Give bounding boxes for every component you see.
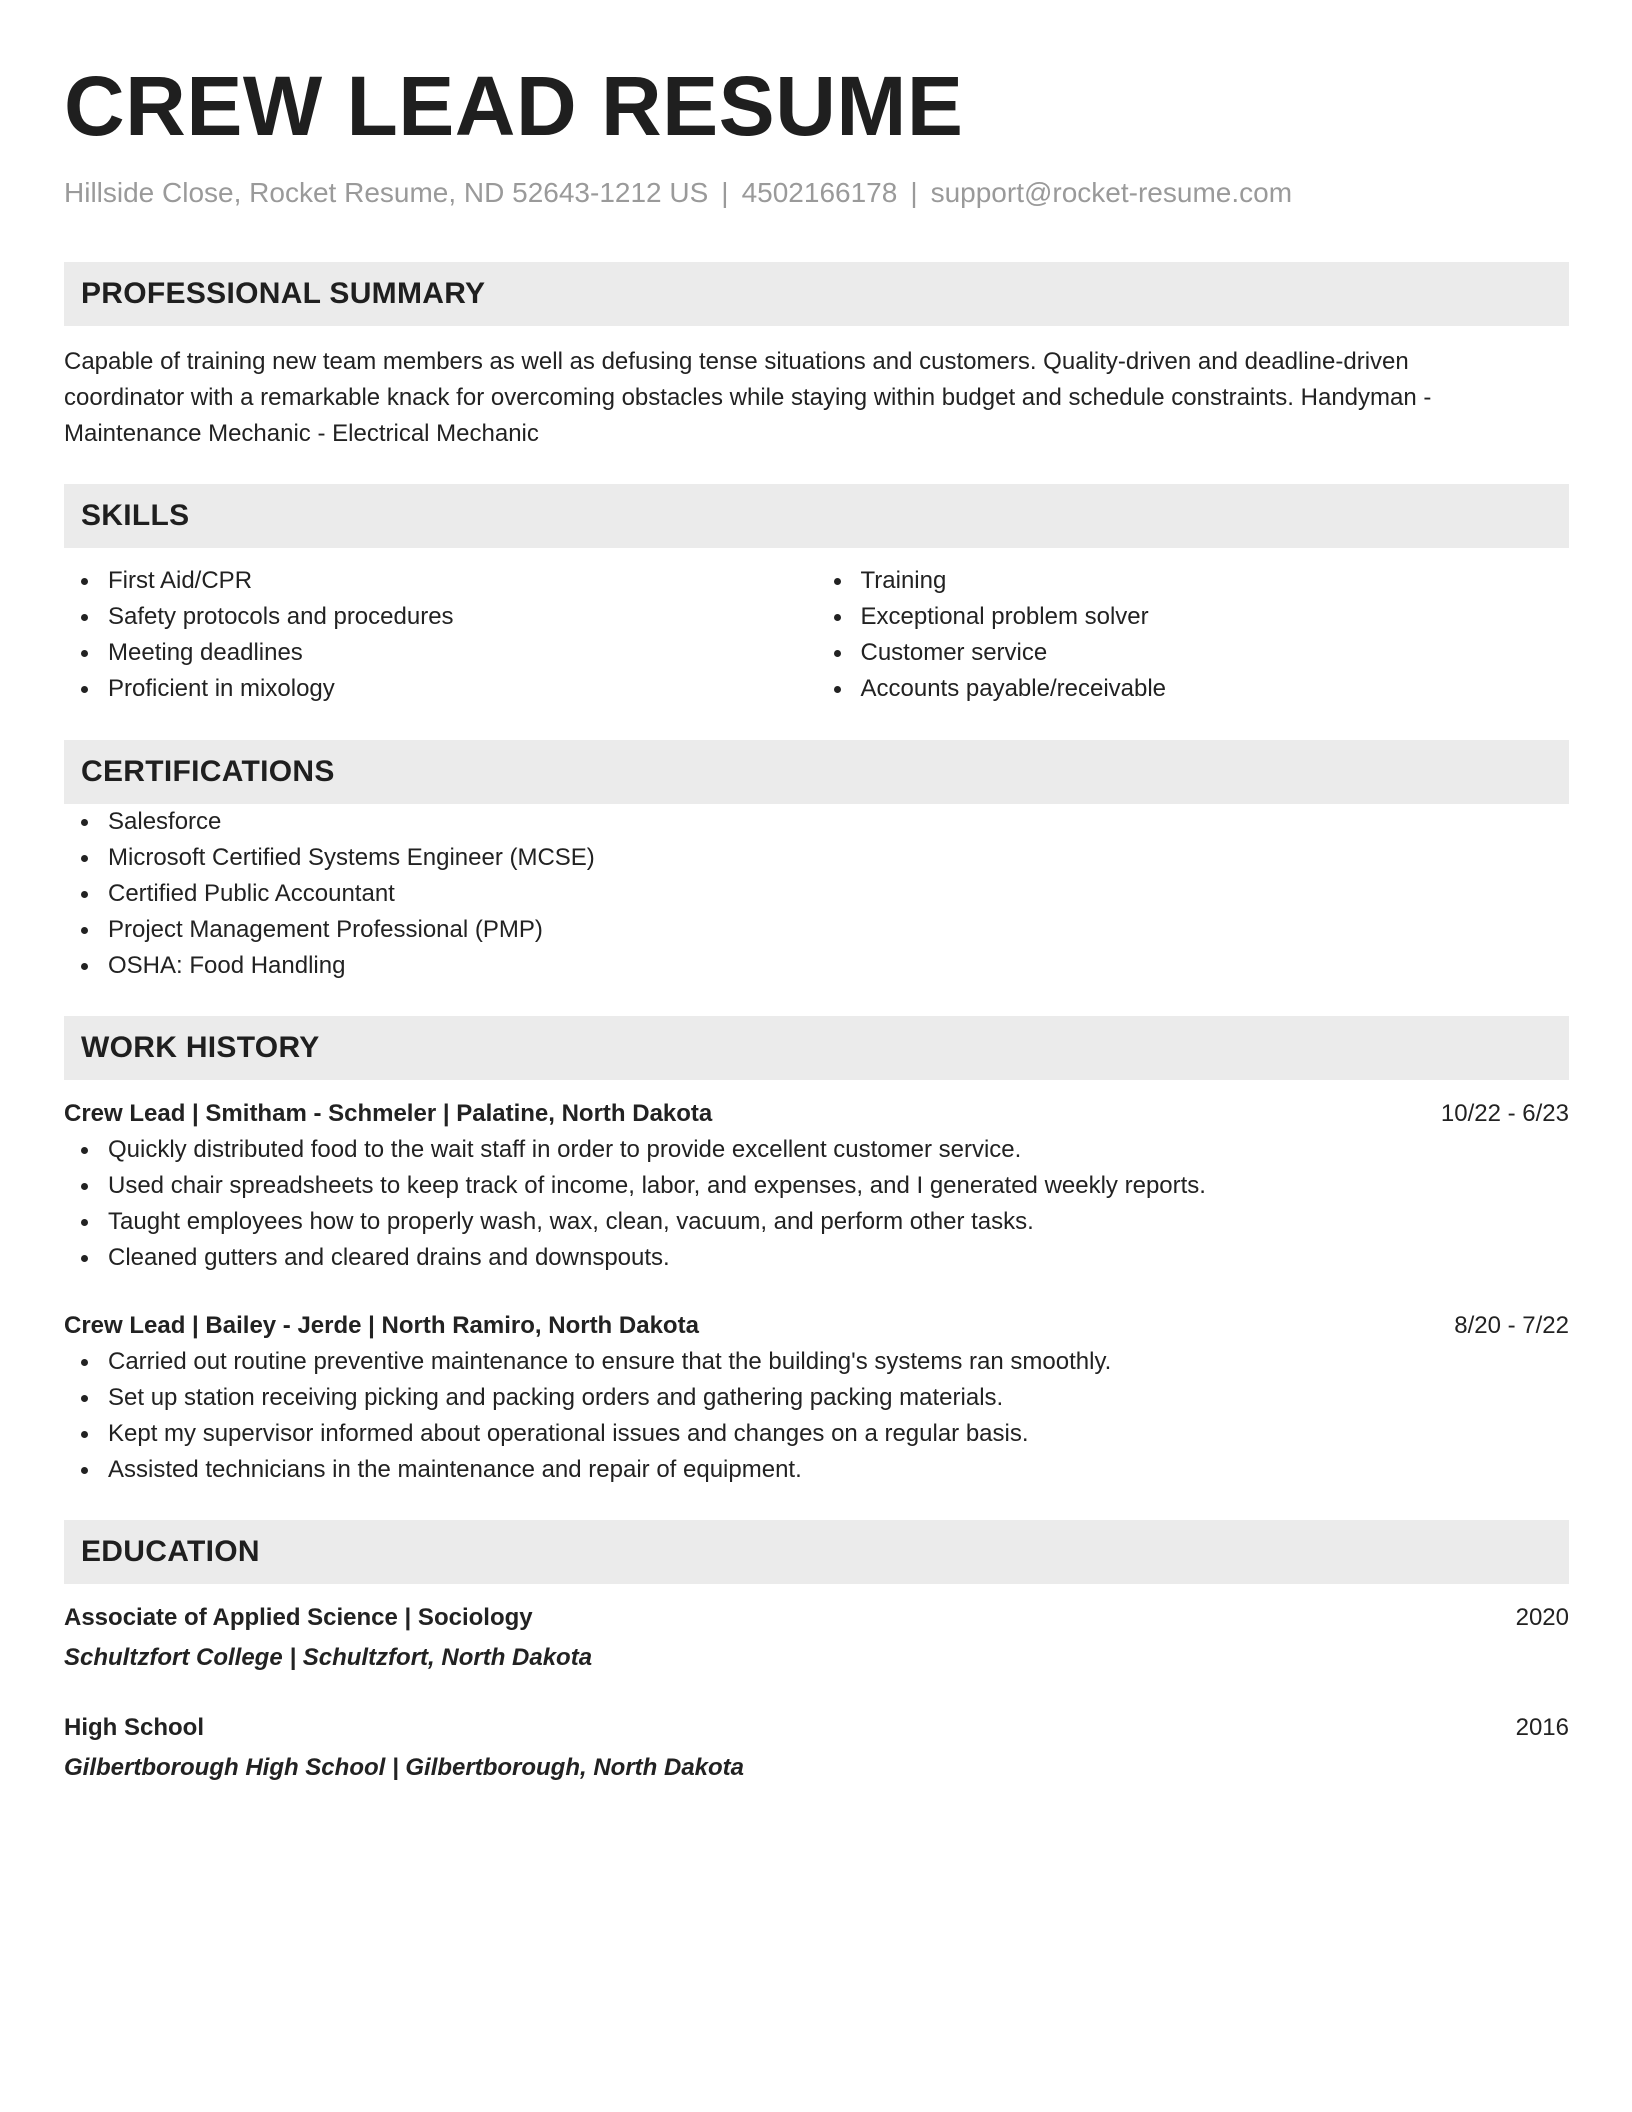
section-heading-education: EDUCATION (64, 1520, 1569, 1584)
skill-item: Safety protocols and procedures (64, 599, 817, 635)
job-header (64, 1308, 1569, 1344)
certification-item: Microsoft Certified Systems Engineer (MCSE) (64, 840, 1569, 876)
skill-item: Customer service (817, 635, 1570, 671)
job-header (64, 1096, 1569, 1132)
education-year: 2020 (1515, 1604, 1569, 1631)
job-duty-item: Kept my supervisor informed about operational issues and changes on a regular basis. (64, 1416, 1569, 1452)
contact-address: Hillside Close, Rocket Resume, ND 52643-1212 US (64, 177, 709, 208)
skill-item: Proficient in mixology (64, 671, 817, 707)
certification-item: Certified Public Accountant (64, 876, 1569, 912)
education-year: 2016 (1515, 1714, 1569, 1741)
job-title: Crew Lead | Bailey - Jerde | North Ramiro, North Dakota (64, 1312, 699, 1339)
contact-email: support@rocket-resume.com (930, 177, 1293, 208)
job-duty-item: Used chair spreadsheets to keep track of income, labor, and expenses, and I generated weekly reports. (64, 1168, 1569, 1204)
job-duty-item: Cleaned gutters and cleared drains and downspouts. (64, 1240, 1569, 1276)
education-school: Gilbertborough High School | Gilbertborough, North Dakota (64, 1754, 745, 1781)
summary-text: Capable of training new team members as well as defusing tense situations and customers. Quality-driven and deadline-driven coordinator with a remarkable knack for overcoming obstacles while staying within budget and schedule constraints. Handyman - Maintenance Mechanic - Electrical Mechanic (64, 348, 1432, 447)
resume-title: CREW LEAD RESUME (64, 59, 964, 153)
contact-line (64, 176, 1569, 210)
skills-column-right (817, 563, 1570, 707)
job-dates: 8/20 - 7/22 (1454, 1312, 1569, 1339)
education-degree: High School (64, 1714, 204, 1741)
certification-item: OSHA: Food Handling (64, 948, 1569, 984)
job-duties-list (64, 1344, 1569, 1488)
job-duty-item: Carried out routine preventive maintenance to ensure that the building's systems ran smoothly. (64, 1344, 1569, 1380)
job-duty-item: Quickly distributed food to the wait staff in order to provide excellent customer service. (64, 1132, 1569, 1168)
skills-list (64, 563, 1569, 707)
skill-item: First Aid/CPR (64, 563, 817, 599)
job-dates: 10/22 - 6/23 (1440, 1100, 1569, 1127)
section-heading-skills: SKILLS (64, 484, 1569, 548)
certifications-list (64, 804, 1569, 984)
education-degree: Associate of Applied Science | Sociology (64, 1604, 533, 1631)
skill-item: Meeting deadlines (64, 635, 817, 671)
education-entry-header (64, 1710, 1569, 1746)
contact-separator: | (910, 177, 918, 208)
job-duties-list (64, 1132, 1569, 1276)
skill-item: Accounts payable/receivable (817, 671, 1570, 707)
job-duty-item: Taught employees how to properly wash, wax, clean, vacuum, and perform other tasks. (64, 1204, 1569, 1240)
job-duty-item: Set up station receiving picking and packing orders and gathering packing materials. (64, 1380, 1569, 1416)
section-heading-summary: PROFESSIONAL SUMMARY (64, 262, 1569, 326)
job-duty-item: Assisted technicians in the maintenance and repair of equipment. (64, 1452, 1569, 1488)
contact-phone: 4502166178 (741, 177, 898, 208)
certification-item: Project Management Professional (PMP) (64, 912, 1569, 948)
skill-item: Exceptional problem solver (817, 599, 1570, 635)
education-school: Schultzfort College | Schultzfort, North Dakota (64, 1644, 593, 1671)
skills-column-left (64, 563, 817, 707)
education-entry-header (64, 1600, 1569, 1636)
certification-item: Salesforce (64, 804, 1569, 840)
skill-item: Training (817, 563, 1570, 599)
contact-separator: | (721, 177, 729, 208)
section-heading-certifications: CERTIFICATIONS (64, 740, 1569, 804)
section-heading-work-history: WORK HISTORY (64, 1016, 1569, 1080)
job-title: Crew Lead | Smitham - Schmeler | Palatine, North Dakota (64, 1100, 713, 1127)
